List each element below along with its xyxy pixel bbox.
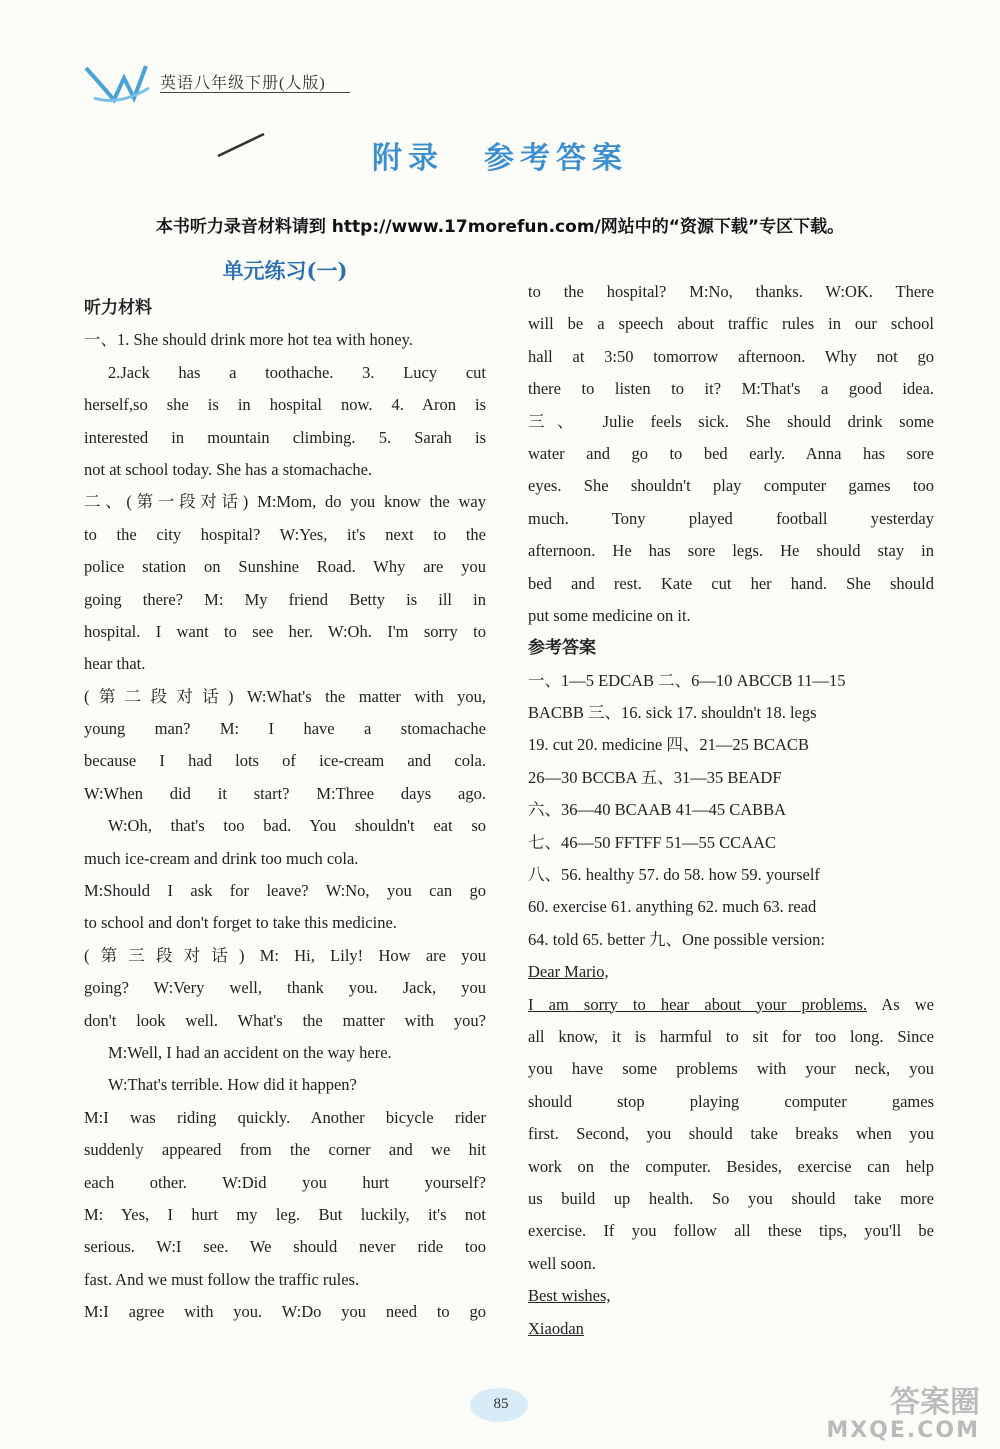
text-line: afternoon. He has sore legs. He should stay in <box>528 541 934 561</box>
text-line: 一、1. She should drink more hot tea with honey. <box>84 330 413 350</box>
letter-line: first. Second, you should take breaks when you <box>528 1124 934 1144</box>
text-line: police station on Sunshine Road. Why are you <box>84 557 486 577</box>
letter-line: us build up health. So you should take more <box>528 1188 934 1208</box>
listening-heading: 听力材料 <box>84 298 152 318</box>
watermark <box>826 1386 980 1443</box>
letter-line: well soon. <box>528 1253 596 1273</box>
text-line: going? W:Very well, thank you. Jack, you <box>84 978 486 998</box>
page-title-part1: 附录 <box>372 141 444 176</box>
answer-line: 六、36—40 BCAAB 41—45 CABBA <box>528 800 787 820</box>
text-line: hall at 3:50 tomorrow afternoon. Why not go <box>528 346 934 366</box>
text-line: M:I was riding quickly. Another bicycle rider <box>84 1107 486 1127</box>
text-line: M:Well, I had an accident on the way here. <box>108 1042 392 1062</box>
text-line: to the hospital? M:No, thanks. W:OK. There <box>528 282 934 301</box>
answers-heading: 参考答案 <box>528 638 596 659</box>
text-line: 三、 Julie feels sick. She should drink some <box>528 411 934 431</box>
text-line: eyes. She shouldn't play computer games too <box>528 476 934 496</box>
answer-line: 19. cut 20. medicine 四、21—25 BCACB <box>528 735 809 755</box>
text-line: water and go to bed early. Anna has sore <box>528 443 934 463</box>
answer-line: 一、1—5 EDCAB 二、6—10 ABCCB 11—15 <box>528 670 846 690</box>
text-line: much. Tony played football yesterday <box>528 508 934 528</box>
listening-text-left <box>84 324 486 1328</box>
text-line: hospital. I want to see her. W:Oh. I'm sorry to <box>84 621 486 641</box>
letter-greeting <box>528 956 934 988</box>
letter-body <box>528 1021 934 1280</box>
text-line: W:That's terrible. How did it happen? <box>108 1075 357 1095</box>
text-line: much ice-cream and drink too much cola. <box>84 848 359 868</box>
answer-line: BACBB 三、16. sick 17. shouldn't 18. legs <box>528 703 817 723</box>
letter-closing-text: Best wishes, <box>528 1286 611 1306</box>
text-line: young man? M: I have a stomachache <box>84 719 486 739</box>
page-title-part2: 参考答案 <box>484 141 628 176</box>
text-line: M:I agree with you. W:Do you need to go <box>84 1302 486 1322</box>
text-line: W:Oh, that's too bad. You shouldn't eat so <box>108 816 486 836</box>
answer-line: 七、46—50 FFTFF 51—55 CCAAC <box>528 832 777 852</box>
text-line: there to listen to it? M:That's a good idea. <box>528 379 934 399</box>
text-line: (第三段对话) M: Hi, Lily! How are you <box>84 945 486 965</box>
text-line: going there? M: My friend Betty is ill in <box>84 589 486 609</box>
section-title: 单元练习(一) <box>222 258 348 283</box>
letter-closing <box>528 1280 934 1312</box>
text-line: bed and rest. Kate cut her hand. She should <box>528 573 934 593</box>
book-title: 英语八年级下册(人版) <box>160 75 326 92</box>
letter-greeting-text: Dear Mario, <box>528 962 609 982</box>
book-logo-icon <box>84 58 154 108</box>
answer-line: 60. exercise 61. anything 62. much 63. read <box>528 897 817 917</box>
left-column <box>84 250 486 1329</box>
letter-first-rest: As we <box>881 994 934 1014</box>
watermark-line2: MXQE.COM <box>826 1418 980 1443</box>
text-line: each other. W:Did you hurt yourself? <box>84 1172 486 1192</box>
letter-line: you have some problems with your neck, you <box>528 1059 934 1079</box>
page-title <box>0 133 1000 177</box>
answer-line: 八、56. healthy 57. do 58. how 59. yourself <box>528 865 820 885</box>
letter-signature-text: Xiaodan <box>528 1318 584 1338</box>
text-line: hear that. <box>84 654 146 674</box>
letter-line: should stop playing computer games <box>528 1091 934 1111</box>
text-line: suddenly appeared from the corner and we hit <box>84 1140 486 1160</box>
header-underline <box>160 92 350 93</box>
text-line: M:Should I ask for leave? W:No, you can go <box>84 881 486 901</box>
letter-line: all know, it is harmful to sit for too long. Since <box>528 1026 934 1046</box>
answer-line: 26—30 BCCBA 五、31—35 BEADF <box>528 767 782 787</box>
text-line: M: Yes, I hurt my leg. But luckily, it's not <box>84 1204 486 1224</box>
watermark-line1: 答案圈 <box>890 1385 980 1420</box>
right-column <box>528 276 934 1345</box>
text-line: not at school today. She has a stomachache. <box>84 459 373 479</box>
text-line: serious. W:I see. We should never ride too <box>84 1237 486 1257</box>
text-line: 2.Jack has a toothache. 3. Lucy cut <box>108 362 486 382</box>
answer-key <box>528 665 934 957</box>
letter-line: work on the computer. Besides, exercise can help <box>528 1156 934 1176</box>
download-notice: 本书听力录音材料请到 http://www.17morefun.com/网站中的“资源下载”专区下载。 <box>155 217 845 237</box>
text-line: fast. And we must follow the traffic rules. <box>84 1269 360 1289</box>
listening-text-right <box>528 276 934 632</box>
text-line: to school and don't forget to take this medicine. <box>84 913 397 933</box>
letter-line: exercise. If you follow all these tips, you'll be <box>528 1221 934 1241</box>
text-line: interested in mountain climbing. 5. Sarah is <box>84 427 486 447</box>
text-line: to the city hospital? W:Yes, it's next to the <box>84 524 486 544</box>
page-number: 85 <box>493 1396 509 1412</box>
letter-signature <box>528 1313 934 1345</box>
text-line: 二、(第一段对话) M:Mom, do you know the way <box>84 492 486 512</box>
text-line: will be a speech about traffic rules in our school <box>528 314 934 334</box>
text-line: herself,so she is in hospital now. 4. Aron is <box>84 395 486 415</box>
text-line: because I had lots of ice-cream and cola. <box>84 751 486 771</box>
letter-first-sentence: I am sorry to hear about your problems. <box>528 994 868 1014</box>
text-line: W:When did it start? M:Three days ago. <box>84 783 486 803</box>
text-line: don't look well. What's the matter with you? <box>84 1010 486 1030</box>
text-line: put some medicine on it. <box>528 605 691 625</box>
answer-line: 64. told 65. better 九、One possible version: <box>528 929 825 949</box>
text-line: (第二段对话) W:What's the matter with you, <box>84 686 486 706</box>
letter-first-line <box>528 989 934 1021</box>
